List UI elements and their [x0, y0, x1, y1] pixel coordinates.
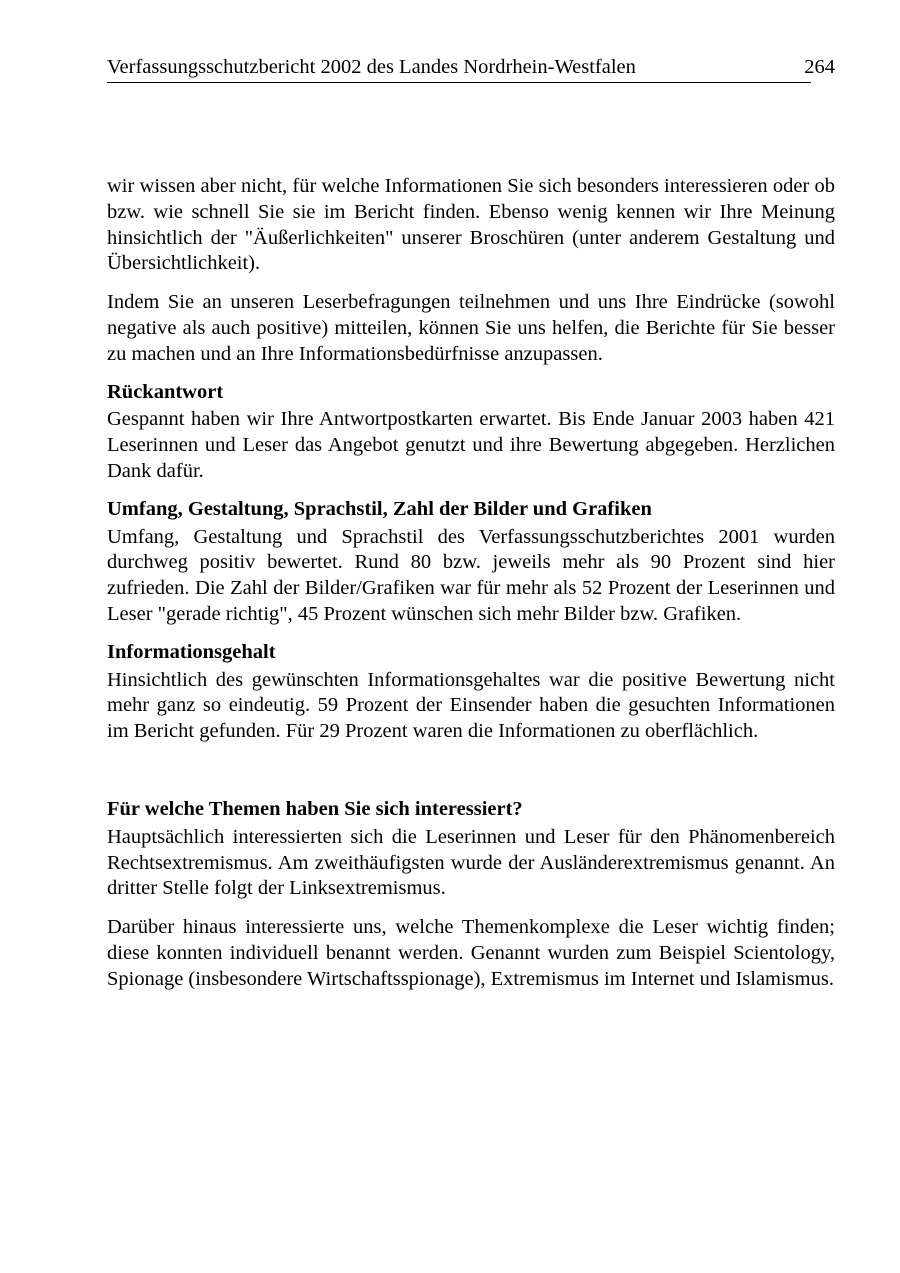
umfang-paragraph: Umfang, Gestaltung und Sprachstil des Verfassungsschutzberichtes 2001 wurden durchweg positiv bewertet. Rund 80 bzw. jeweils mehr als 90 Prozent sind hier zufrieden. Die Zahl der Bilder/Grafiken war für mehr als 52 Prozent der Leserinnen und Leser "gerade richtig", 45 Prozent wünschen sich mehr Bilder bzw. Grafiken. — [107, 525, 835, 625]
informationsgehalt-paragraph: Hinsichtlich des gewünschten Informationsgehaltes war die positive Bewertung nicht mehr ganz so eindeutig. 59 Prozent der Einsender haben die gesuchten Informationen im Bericht gefunden. Für 29 Prozent waren die Informationen zu oberflächlich. — [107, 668, 835, 743]
header-title: Verfassungsschutzbericht 2002 des Landes Nordrhein-Westfalen — [107, 56, 636, 78]
page-number: 264 — [804, 56, 835, 78]
themen-paragraph-1: Hauptsächlich interessierten sich die Leserinnen und Leser für den Phänomenbereich Rechtsextremismus. Am zweithäufigsten wurde der Ausländerextremismus genannt. An dritter Stelle folgt der Linksextremismus. — [107, 825, 835, 900]
intro-paragraph-2: Indem Sie an unseren Leserbefragungen teilnehmen und uns Ihre Eindrücke (sowohl negative als auch positive) mitteilen, können Sie uns helfen, die Berichte für Sie besser zu machen und an Ihre Informationsbedürfnisse anzupassen. — [107, 291, 835, 365]
section-heading-rueckantwort: Rückantwort — [107, 380, 224, 403]
section-heading-informationsgehalt: Informationsgehalt — [107, 640, 276, 663]
themen-paragraph-2: Darüber hinaus interessierte uns, welche Themenkomplexe die Leser wichtig finden; diese konnten individuell benannt werden. Genannt wurden zum Beispiel Scientology, Spionage (insbesondere Wirtschaftsspionage), Extremismus im Internet und Islamismus. — [107, 916, 835, 990]
main-content — [107, 174, 835, 993]
section-heading-umfang: Umfang, Gestaltung, Sprachstil, Zahl der Bilder und Grafiken — [107, 497, 652, 520]
section-heading-themen: Für welche Themen haben Sie sich interessiert? — [107, 797, 523, 820]
rueckantwort-paragraph: Gespannt haben wir Ihre Antwortpostkarten erwartet. Bis Ende Januar 2003 haben 421 Leserinnen und Leser das Angebot genutzt und ihre Bewertung abgegeben. Herzlichen Dank dafür. — [107, 408, 835, 482]
intro-paragraph-1: wir wissen aber nicht, für welche Informationen Sie sich besonders interessieren oder ob bzw. wie schnell Sie sie im Bericht finden. Ebenso wenig kennen wir Ihre Meinung hinsichtlich der "Äußerlichkeiten" unserer Broschüren (unter anderem Gestaltung und Übersichtlichkeit). — [107, 175, 835, 275]
